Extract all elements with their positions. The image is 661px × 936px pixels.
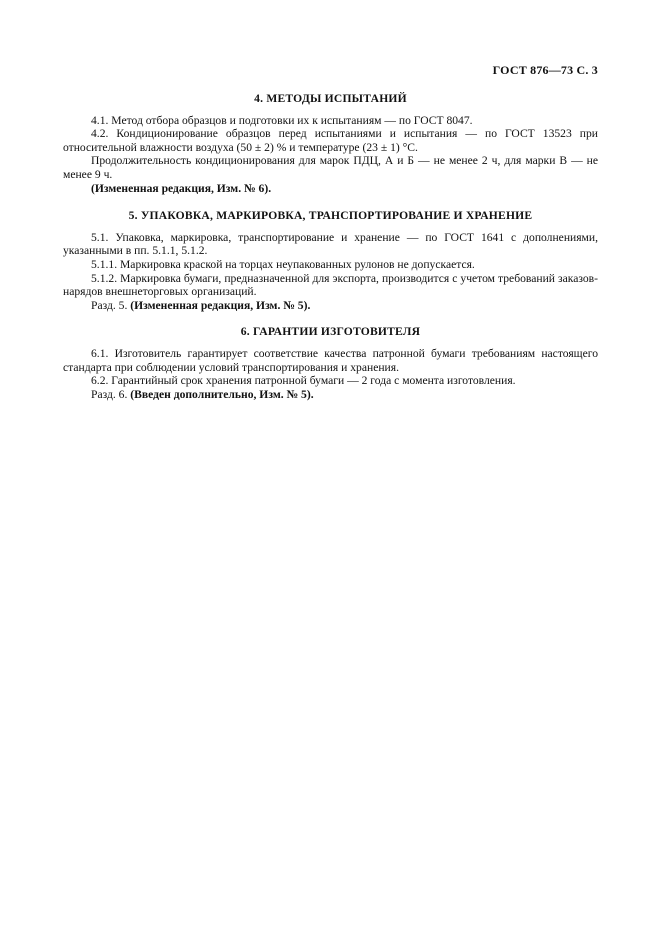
amendment-note-6-prefix: Разд. 6. bbox=[91, 387, 128, 401]
section-5 bbox=[63, 209, 598, 312]
paragraph-6-1: 6.1. Изготовитель гарантирует соответствие качества патронной бумаги требованиям настоящего стандарта при соблюдении условий транспортирования и хранения. bbox=[63, 346, 598, 374]
paragraph-5-1-1: 5.1.1. Маркировка краской на торцах неупакованных рулонов не допускается. bbox=[91, 257, 475, 271]
document-body bbox=[63, 92, 598, 401]
paragraph-5-1: 5.1. Упаковка, маркировка, транспортирование и хранение — по ГОСТ 1641 с дополнениями, указанными в пп. 5.1.1, 5.1.2. bbox=[63, 230, 598, 258]
paragraph-4-duration: Продолжительность кондиционирования для марок ПДЦ, А и Б — не менее 2 ч, для марки В — не менее 9 ч. bbox=[63, 154, 598, 181]
section-spacer bbox=[63, 312, 598, 325]
amendment-note-5-prefix: Разд. 5. bbox=[91, 298, 128, 312]
paragraph-4-2: 4.2. Кондиционирование образцов перед испытаниями и испытания — по ГОСТ 13523 при относительной влажности воздуха (50 ± 2) % и температуре (23 ± 1) °С. bbox=[63, 127, 598, 154]
section-5-title: 5. УПАКОВКА, МАРКИРОВКА, ТРАНСПОРТИРОВАНИЕ И ХРАНЕНИЕ bbox=[128, 209, 533, 223]
amendment-note-4: (Измененная редакция, Изм. № 6). bbox=[91, 181, 272, 195]
paragraph-4-1: 4.1. Метод отбора образцов и подготовки их к испытаниям — по ГОСТ 8047. bbox=[91, 113, 473, 127]
amendment-note-6-text: (Введен дополнительно, Изм. № 5). bbox=[130, 387, 314, 401]
paragraph-6-2: 6.2. Гарантийный срок хранения патронной бумаги — 2 года с момента изготовления. bbox=[91, 374, 516, 388]
running-header: ГОСТ 876—73 С. 3 bbox=[492, 63, 598, 77]
section-4 bbox=[63, 92, 598, 195]
section-6 bbox=[63, 325, 598, 401]
paragraph-5-1-2: 5.1.2. Маркировка бумаги, предназначенной для экспорта, производится с учетом требований заказов-нарядов внешнеторговых организаций. bbox=[63, 271, 598, 299]
section-6-title: 6. ГАРАНТИИ ИЗГОТОВИТЕЛЯ bbox=[240, 325, 421, 339]
amendment-note-5-text: (Измененная редакция, Изм. № 5). bbox=[130, 298, 311, 312]
section-4-title: 4. МЕТОДЫ ИСПЫТАНИЙ bbox=[254, 92, 407, 105]
section-spacer bbox=[63, 195, 598, 209]
amendment-note-5 bbox=[63, 299, 598, 313]
amendment-note-6 bbox=[63, 388, 598, 402]
